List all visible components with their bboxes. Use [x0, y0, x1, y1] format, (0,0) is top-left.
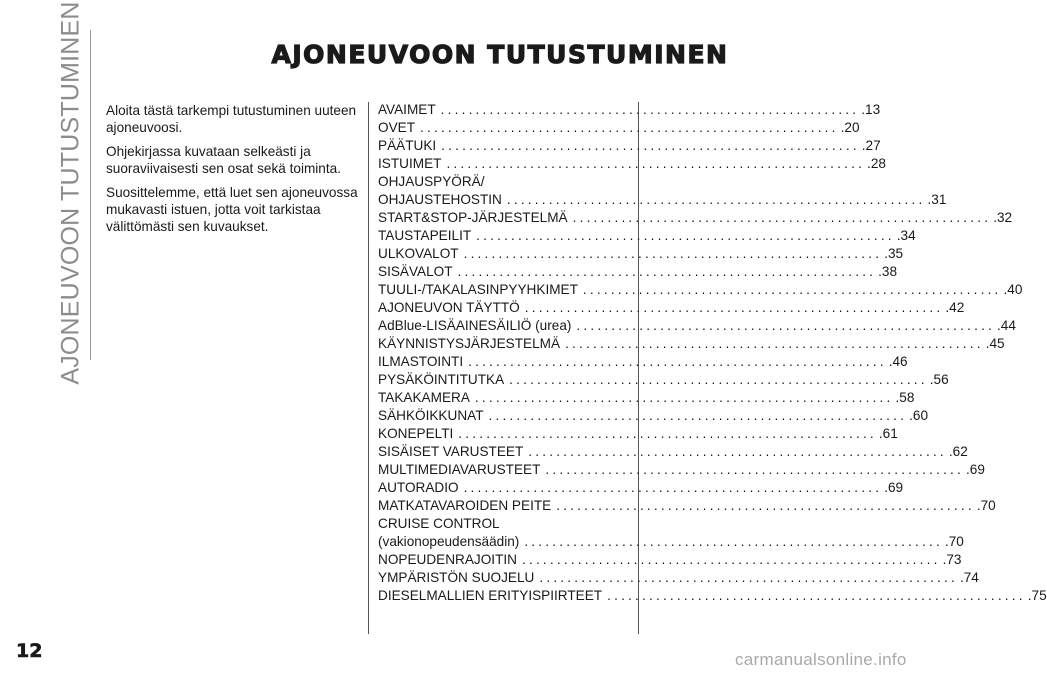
toc-entry-page: .56 [929, 372, 949, 387]
toc-entry-page: .45 [985, 336, 1005, 351]
toc-entry-page: .46 [888, 354, 908, 369]
toc-entry[interactable] [378, 533, 964, 551]
toc-entry[interactable] [378, 389, 915, 407]
toc-entry[interactable] [378, 353, 908, 371]
toc-entry[interactable] [378, 119, 860, 137]
intro-text [106, 102, 366, 242]
toc-entry-leader: ............................................................ [474, 390, 894, 405]
toc-entry[interactable] [378, 227, 916, 245]
intro-paragraph: Ohjekirjassa kuvataan selkeästi ja suoraviivaisesti sen osat sekä toiminta. [106, 144, 341, 176]
toc-entry-label: ISTUIMET [378, 156, 442, 171]
toc-entry-page: .69 [884, 480, 904, 495]
toc-entry-label: YMPÄRISTÖN SUOJELU [378, 570, 535, 585]
toc-entry-leader: ............................................................ [468, 354, 887, 369]
toc-entry-leader: ............................................................ [506, 192, 926, 207]
toc-entry-leader: ............................................................ [509, 372, 928, 387]
toc-entry-leader: ............................................................ [524, 534, 943, 549]
intro-paragraph: Aloita tästä tarkempi tutustuminen uuteen ajoneuvoosi. [106, 103, 357, 135]
toc-entry-page: .44 [997, 318, 1016, 333]
toc-entry[interactable] [378, 515, 629, 533]
toc-entry-label: OVET [378, 120, 416, 135]
toc-entry-label: SISÄVALOT [378, 264, 453, 279]
toc-entry-page: .74 [959, 570, 979, 585]
toc-entry-leader: ............................................................ [420, 120, 839, 135]
toc-entry-leader: ............................................................ [524, 300, 944, 315]
side-divider [90, 30, 91, 360]
toc-entry-page: .34 [896, 228, 916, 243]
toc-entry-page: .75 [1027, 588, 1047, 603]
toc-entry-leader: ............................................................ [488, 408, 908, 423]
toc-entry-page: .38 [878, 264, 898, 279]
toc-entry[interactable] [378, 425, 898, 443]
toc-entry-page: .28 [867, 156, 886, 171]
toc-entry-label: (vakionopeudensäädin) [378, 534, 520, 549]
toc-entry-label: PYSÄKÖINTITUTKA [378, 372, 505, 387]
page-number: 12 [16, 640, 43, 662]
toc-entry-leader: ............................................................ [528, 444, 947, 459]
toc-entry[interactable] [378, 569, 979, 587]
toc-entry-label: OHJAUSPYÖRÄ/ [378, 174, 485, 189]
toc-entry[interactable] [378, 137, 881, 155]
toc-entry-leader: ............................................................ [521, 552, 941, 567]
toc-entry-page: .61 [878, 426, 898, 441]
toc-entry-label: AUTORADIO [378, 480, 459, 495]
toc-entry-page: .58 [895, 390, 915, 405]
toc-entry-leader: ............................................................ [545, 462, 964, 477]
toc-entry[interactable] [378, 263, 898, 281]
toc-entry[interactable] [378, 281, 1023, 299]
toc-entry-leader: ............................................................ [556, 498, 975, 513]
toc-entry-label: KÄYNNISTYSJÄRJESTELMÄ [378, 336, 561, 351]
toc-entry-label: MULTIMEDIAVARUSTEET [378, 462, 541, 477]
toc-entry[interactable] [378, 317, 1016, 335]
toc-entry[interactable] [378, 209, 1013, 227]
toc-entry-page: .62 [948, 444, 968, 459]
toc-entry-leader: ............................................................ [458, 426, 877, 441]
toc-entry-leader: ............................................................ [576, 318, 996, 333]
toc-entry[interactable] [378, 101, 881, 119]
toc-entry[interactable] [378, 155, 886, 173]
toc-entry-page: .32 [993, 210, 1013, 225]
toc-entry[interactable] [378, 551, 962, 569]
toc-entry-label: ILMASTOINTI [378, 354, 464, 369]
column-divider-left [368, 102, 369, 634]
toc-entry-leader: ............................................................ [463, 246, 883, 261]
toc-entry[interactable] [378, 245, 904, 263]
toc-entry[interactable] [378, 335, 1005, 353]
toc-entry[interactable] [378, 443, 968, 461]
toc-entry-leader: ............................................................ [463, 480, 883, 495]
toc-entry-page: .27 [861, 138, 881, 153]
toc-entry-leader: ............................................................ [607, 588, 1026, 603]
toc-entry-page: .35 [884, 246, 904, 261]
toc-entry-label: CRUISE CONTROL [378, 516, 500, 531]
toc-entry-page: .31 [927, 192, 947, 207]
toc-entry-label: NOPEUDENRAJOITIN [378, 552, 517, 567]
toc-entry-leader: ............................................................ [441, 138, 860, 153]
toc-entry-leader: ............................................................ [457, 264, 877, 279]
toc-entry[interactable] [378, 299, 965, 317]
toc-entry[interactable] [378, 461, 985, 479]
toc-entry-page: .60 [909, 408, 929, 423]
toc-entry-label: OHJAUSTEHOSTIN [378, 192, 502, 207]
toc-entry-label: TAUSTAPEILIT [378, 228, 472, 243]
toc-entry-page: .40 [1003, 282, 1023, 297]
toc-entry-label: START&STOP-JÄRJESTELMÄ [378, 210, 568, 225]
toc-entry-label: AVAIMET [378, 102, 436, 117]
toc-entry-label: PÄÄTUKI [378, 138, 437, 153]
toc-entry[interactable] [378, 371, 949, 389]
toc-entry-label: SÄHKÖIKKUNAT [378, 408, 484, 423]
site-watermark: carmanualsonline.info [735, 650, 907, 669]
toc-entry-page: .69 [966, 462, 985, 477]
toc-entry-leader: ............................................................ [572, 210, 992, 225]
toc-entry-leader: ............................................................ [539, 570, 958, 585]
toc-entry-leader: ............................................................ [582, 282, 1002, 297]
toc-entry[interactable] [378, 407, 929, 425]
side-section-tab [56, 1, 86, 385]
toc-entry-page: .13 [861, 102, 881, 117]
toc-entry-leader: ............................................................ [440, 102, 860, 117]
toc-entry-leader: ............................................................ [476, 228, 895, 243]
toc-entry[interactable] [378, 173, 629, 191]
toc-entry-label: ULKOVALOT [378, 246, 459, 261]
toc-entry-label: TAKAKAMERA [378, 390, 470, 405]
toc-entry-page: .42 [945, 300, 965, 315]
toc-entry-page: .73 [942, 552, 962, 567]
intro-paragraph: Suosittelemme, että luet sen ajoneuvossa mukavasti istuen, jotta voit tarkistaa välittömästi sen kuvaukset. [106, 185, 358, 234]
toc-entry-page: .20 [840, 120, 860, 135]
toc-entry-page: .70 [976, 498, 996, 513]
toc-entry-label: KONEPELTI [378, 426, 454, 441]
toc-entry-label: MATKATAVAROIDEN PEITE [378, 498, 552, 513]
toc-entry[interactable] [378, 587, 1047, 605]
toc-entry-label: AJONEUVON TÄYTTÖ [378, 300, 520, 315]
toc-entry-label: AdBlue-LISÄAINESÄILIÖ (urea) [378, 318, 572, 333]
table-of-contents [378, 101, 1047, 605]
page-title: AJONEUVOON TUTUSTUMINEN [271, 40, 729, 69]
toc-entry[interactable] [378, 191, 947, 209]
toc-entry-label: TUULI-/TAKALASINPYYHKIMET [378, 282, 578, 297]
toc-entry[interactable] [378, 497, 996, 515]
toc-entry-page: .70 [944, 534, 964, 549]
toc-entry-label: SISÄISET VARUSTEET [378, 444, 524, 459]
side-section-label: AJONEUVOON TUTUSTUMINEN [56, 1, 85, 385]
toc-entry-leader: ............................................................ [446, 156, 866, 171]
toc-entry-label: DIESELMALLIEN ERITYISPIIRTEET [378, 588, 603, 603]
toc-entry[interactable] [378, 479, 904, 497]
toc-entry-leader: ............................................................ [565, 336, 984, 351]
